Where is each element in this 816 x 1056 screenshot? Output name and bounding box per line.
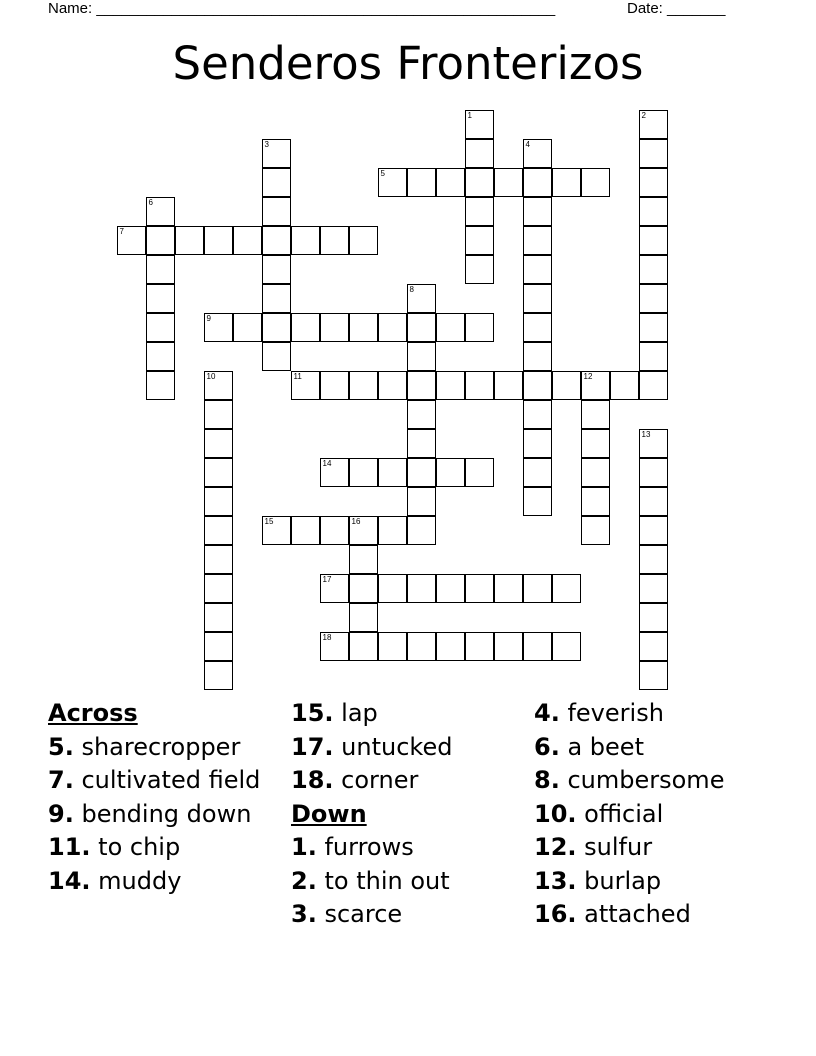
grid-cell[interactable] bbox=[407, 168, 436, 197]
grid-cell[interactable] bbox=[146, 284, 175, 313]
grid-cell[interactable] bbox=[552, 574, 581, 603]
grid-cell[interactable] bbox=[465, 632, 494, 661]
grid-cell[interactable] bbox=[639, 139, 668, 168]
cell-number: 10 bbox=[206, 371, 216, 381]
grid-cell[interactable] bbox=[407, 400, 436, 429]
clue-number: 17. bbox=[291, 732, 334, 761]
clue-text: to thin out bbox=[324, 866, 450, 895]
clue-text: corner bbox=[341, 766, 419, 794]
grid-cell[interactable] bbox=[523, 139, 552, 168]
clue-across-9 bbox=[48, 801, 276, 828]
down-heading: Down bbox=[291, 799, 367, 828]
clue-column-3 bbox=[534, 700, 784, 935]
grid-cell[interactable] bbox=[262, 342, 291, 371]
cell-number: 7 bbox=[119, 226, 124, 236]
grid-cell[interactable] bbox=[146, 255, 175, 284]
grid-cell[interactable] bbox=[436, 168, 465, 197]
grid-cell[interactable] bbox=[407, 487, 436, 516]
clue-text: burlap bbox=[584, 866, 662, 895]
grid-cell[interactable] bbox=[378, 371, 407, 400]
grid-cell[interactable] bbox=[349, 313, 378, 342]
grid-cell[interactable] bbox=[523, 487, 552, 516]
clue-text: sulfur bbox=[584, 833, 653, 861]
grid-cell[interactable] bbox=[204, 545, 233, 574]
grid-cell[interactable] bbox=[320, 516, 349, 545]
grid-cell[interactable] bbox=[233, 226, 262, 255]
grid-cell[interactable] bbox=[407, 342, 436, 371]
name-field[interactable]: Name: _______________________________________________________ bbox=[48, 0, 556, 17]
grid-cell[interactable] bbox=[494, 168, 523, 197]
grid-cell[interactable] bbox=[262, 197, 291, 226]
grid-cell[interactable] bbox=[407, 632, 436, 661]
grid-cell[interactable] bbox=[378, 313, 407, 342]
clue-across-7 bbox=[48, 767, 276, 794]
grid-cell[interactable] bbox=[523, 313, 552, 342]
clue-text: lap bbox=[341, 699, 378, 727]
grid-cell[interactable] bbox=[175, 226, 204, 255]
clue-number: 3. bbox=[291, 900, 317, 928]
grid-cell[interactable] bbox=[465, 458, 494, 487]
clue-number: 14. bbox=[48, 866, 91, 895]
grid-cell[interactable] bbox=[465, 110, 494, 139]
grid-cell[interactable] bbox=[465, 371, 494, 400]
grid-cell[interactable] bbox=[320, 313, 349, 342]
clue-number: 4. bbox=[534, 699, 560, 727]
grid-cell[interactable] bbox=[639, 603, 668, 632]
page-title: Senderos Fronterizos bbox=[172, 37, 644, 90]
grid-cell[interactable] bbox=[436, 458, 465, 487]
clue-across-18 bbox=[291, 767, 521, 794]
grid-cell[interactable] bbox=[523, 429, 552, 458]
clue-text: furrows bbox=[324, 833, 414, 861]
grid-cell[interactable] bbox=[349, 458, 378, 487]
grid-cell[interactable] bbox=[552, 371, 581, 400]
grid-cell[interactable] bbox=[581, 487, 610, 516]
grid-cell[interactable] bbox=[552, 632, 581, 661]
grid-cell[interactable] bbox=[378, 516, 407, 545]
grid-cell[interactable] bbox=[349, 574, 378, 603]
cell-number: 4 bbox=[525, 139, 530, 149]
clue-number: 11. bbox=[48, 833, 91, 861]
clue-number: 10. bbox=[534, 799, 577, 828]
grid-cell[interactable] bbox=[523, 574, 552, 603]
date-field[interactable]: Date: _______ bbox=[627, 0, 726, 17]
clue-number: 6. bbox=[534, 732, 560, 761]
grid-cell[interactable] bbox=[465, 139, 494, 168]
grid-cell[interactable] bbox=[204, 661, 233, 690]
grid-cell[interactable] bbox=[204, 371, 233, 400]
clue-number: 8. bbox=[534, 766, 560, 794]
clue-text: official bbox=[584, 799, 664, 828]
clue-text: cumbersome bbox=[567, 766, 725, 794]
grid-cell[interactable] bbox=[407, 574, 436, 603]
grid-cell[interactable] bbox=[436, 371, 465, 400]
cell-number: 14 bbox=[322, 458, 332, 468]
grid-cell[interactable] bbox=[262, 284, 291, 313]
grid-cell[interactable] bbox=[639, 661, 668, 690]
clue-across-11 bbox=[48, 834, 276, 861]
grid-cell[interactable] bbox=[233, 313, 262, 342]
clue-across-15 bbox=[291, 700, 521, 727]
grid-cell[interactable] bbox=[552, 168, 581, 197]
grid-cell[interactable] bbox=[146, 197, 175, 226]
clue-down-1 bbox=[291, 834, 521, 861]
grid-cell[interactable] bbox=[523, 284, 552, 313]
grid-cell[interactable] bbox=[320, 574, 349, 603]
clue-number: 2. bbox=[291, 866, 317, 895]
grid-cell[interactable] bbox=[523, 342, 552, 371]
grid-cell[interactable] bbox=[204, 603, 233, 632]
grid-cell[interactable] bbox=[465, 313, 494, 342]
cell-number: 15 bbox=[264, 516, 274, 526]
grid-cell[interactable] bbox=[436, 574, 465, 603]
clue-down-16 bbox=[534, 901, 784, 928]
clue-number: 16. bbox=[534, 900, 577, 928]
grid-cell[interactable] bbox=[204, 632, 233, 661]
grid-cell[interactable] bbox=[581, 400, 610, 429]
grid-cell[interactable] bbox=[465, 197, 494, 226]
grid-cell[interactable] bbox=[465, 168, 494, 197]
grid-cell[interactable] bbox=[291, 516, 320, 545]
grid-cell[interactable] bbox=[204, 458, 233, 487]
grid-cell[interactable] bbox=[204, 429, 233, 458]
grid-cell[interactable] bbox=[581, 168, 610, 197]
cell-number: 16 bbox=[351, 516, 361, 526]
clue-number: 13. bbox=[534, 866, 577, 895]
grid-cell[interactable] bbox=[436, 632, 465, 661]
grid-cell[interactable] bbox=[639, 458, 668, 487]
grid-cell[interactable] bbox=[349, 371, 378, 400]
grid-cell[interactable] bbox=[291, 371, 320, 400]
grid-cell[interactable] bbox=[262, 139, 291, 168]
cell-number: 9 bbox=[206, 313, 211, 323]
clue-number: 5. bbox=[48, 732, 74, 761]
cell-number: 12 bbox=[583, 371, 593, 381]
grid-cell[interactable] bbox=[639, 168, 668, 197]
grid-cell[interactable] bbox=[349, 632, 378, 661]
grid-cell[interactable] bbox=[378, 574, 407, 603]
cell-number: 17 bbox=[322, 574, 332, 584]
grid-cell[interactable] bbox=[262, 226, 291, 255]
clue-text: scarce bbox=[324, 900, 403, 928]
grid-cell[interactable] bbox=[407, 429, 436, 458]
grid-cell[interactable] bbox=[523, 255, 552, 284]
grid-cell[interactable] bbox=[349, 226, 378, 255]
grid-cell[interactable] bbox=[639, 313, 668, 342]
grid-cell[interactable] bbox=[204, 516, 233, 545]
grid-cell[interactable] bbox=[204, 487, 233, 516]
clue-text: cultivated field bbox=[81, 766, 261, 794]
grid-cell[interactable] bbox=[146, 313, 175, 342]
clue-down-8 bbox=[534, 767, 784, 794]
grid-cell[interactable] bbox=[378, 168, 407, 197]
grid-cell[interactable] bbox=[523, 371, 552, 400]
grid-cell[interactable] bbox=[320, 226, 349, 255]
grid-cell[interactable] bbox=[639, 574, 668, 603]
cell-number: 1 bbox=[467, 110, 472, 120]
grid-cell[interactable] bbox=[117, 226, 146, 255]
grid-cell[interactable] bbox=[407, 313, 436, 342]
cell-number: 18 bbox=[322, 632, 332, 642]
grid-cell[interactable] bbox=[581, 429, 610, 458]
cell-number: 3 bbox=[264, 139, 269, 149]
grid-cell[interactable] bbox=[639, 371, 668, 400]
grid-cell[interactable] bbox=[639, 284, 668, 313]
clue-text: untucked bbox=[341, 732, 453, 761]
grid-cell[interactable] bbox=[407, 516, 436, 545]
grid-cell[interactable] bbox=[494, 574, 523, 603]
grid-cell[interactable] bbox=[407, 458, 436, 487]
clue-across-5 bbox=[48, 734, 276, 761]
cell-number: 11 bbox=[293, 371, 302, 381]
clue-down-13 bbox=[534, 868, 784, 895]
across-heading: Across bbox=[48, 699, 138, 727]
grid-cell[interactable] bbox=[291, 226, 320, 255]
clue-number: 1. bbox=[291, 833, 317, 861]
grid-cell[interactable] bbox=[349, 545, 378, 574]
grid-cell[interactable] bbox=[581, 371, 610, 400]
grid-cell[interactable] bbox=[523, 226, 552, 255]
clue-text: to chip bbox=[98, 833, 181, 861]
grid-cell[interactable] bbox=[262, 313, 291, 342]
clue-across-17 bbox=[291, 734, 521, 761]
grid-cell[interactable] bbox=[465, 255, 494, 284]
grid-cell[interactable] bbox=[204, 574, 233, 603]
grid-cell[interactable] bbox=[407, 371, 436, 400]
grid-cell[interactable] bbox=[639, 429, 668, 458]
clue-text: feverish bbox=[567, 699, 664, 727]
cell-number: 5 bbox=[380, 168, 385, 178]
grid-cell[interactable] bbox=[523, 197, 552, 226]
clue-text: bending down bbox=[81, 799, 252, 828]
clue-across-14 bbox=[48, 868, 276, 895]
clue-number: 7. bbox=[48, 766, 74, 794]
grid-cell[interactable] bbox=[262, 168, 291, 197]
cell-number: 8 bbox=[409, 284, 414, 294]
grid-cell[interactable] bbox=[378, 458, 407, 487]
clue-column-1 bbox=[48, 700, 276, 901]
clue-number: 15. bbox=[291, 699, 334, 727]
cell-number: 6 bbox=[148, 197, 153, 207]
grid-cell[interactable] bbox=[581, 458, 610, 487]
grid-cell[interactable] bbox=[146, 342, 175, 371]
grid-cell[interactable] bbox=[349, 516, 378, 545]
clue-text: muddy bbox=[98, 866, 182, 895]
grid-cell[interactable] bbox=[204, 400, 233, 429]
grid-cell[interactable] bbox=[204, 226, 233, 255]
grid-cell[interactable] bbox=[465, 226, 494, 255]
grid-cell[interactable] bbox=[146, 226, 175, 255]
grid-cell[interactable] bbox=[320, 371, 349, 400]
clue-number: 9. bbox=[48, 799, 74, 828]
clue-down-12 bbox=[534, 834, 784, 861]
grid-cell[interactable] bbox=[639, 197, 668, 226]
grid-cell[interactable] bbox=[146, 371, 175, 400]
grid-cell[interactable] bbox=[523, 400, 552, 429]
grid-cell[interactable] bbox=[349, 603, 378, 632]
grid-cell[interactable] bbox=[465, 574, 494, 603]
grid-cell[interactable] bbox=[262, 516, 291, 545]
clue-number: 18. bbox=[291, 766, 334, 794]
clue-text: attached bbox=[584, 900, 691, 928]
grid-cell[interactable] bbox=[639, 255, 668, 284]
grid-cell[interactable] bbox=[639, 342, 668, 371]
grid-cell[interactable] bbox=[610, 371, 639, 400]
grid-cell[interactable] bbox=[523, 458, 552, 487]
clue-column-2 bbox=[291, 700, 521, 935]
grid-cell[interactable] bbox=[407, 284, 436, 313]
clue-down-3 bbox=[291, 901, 521, 928]
clue-text: a beet bbox=[567, 732, 644, 761]
grid-cell[interactable] bbox=[639, 110, 668, 139]
grid-cell[interactable] bbox=[523, 168, 552, 197]
cell-number: 2 bbox=[641, 110, 646, 120]
clue-down-10 bbox=[534, 801, 784, 828]
grid-cell[interactable] bbox=[639, 226, 668, 255]
clue-number: 12. bbox=[534, 833, 577, 861]
clue-text: sharecropper bbox=[81, 732, 241, 761]
grid-cell[interactable] bbox=[581, 516, 610, 545]
grid-cell[interactable] bbox=[262, 255, 291, 284]
clue-down-6 bbox=[534, 734, 784, 761]
grid-cell[interactable] bbox=[494, 632, 523, 661]
grid-cell[interactable] bbox=[639, 487, 668, 516]
grid-cell[interactable] bbox=[320, 632, 349, 661]
grid-cell[interactable] bbox=[639, 545, 668, 574]
grid-cell[interactable] bbox=[639, 516, 668, 545]
grid-cell[interactable] bbox=[291, 313, 320, 342]
clue-down-2 bbox=[291, 868, 521, 895]
grid-cell[interactable] bbox=[639, 632, 668, 661]
grid-cell[interactable] bbox=[436, 313, 465, 342]
grid-cell[interactable] bbox=[378, 632, 407, 661]
grid-cell[interactable] bbox=[204, 313, 233, 342]
grid-cell[interactable] bbox=[523, 632, 552, 661]
cell-number: 13 bbox=[641, 429, 651, 439]
grid-cell[interactable] bbox=[320, 458, 349, 487]
grid-cell[interactable] bbox=[494, 371, 523, 400]
clue-down-4 bbox=[534, 700, 784, 727]
